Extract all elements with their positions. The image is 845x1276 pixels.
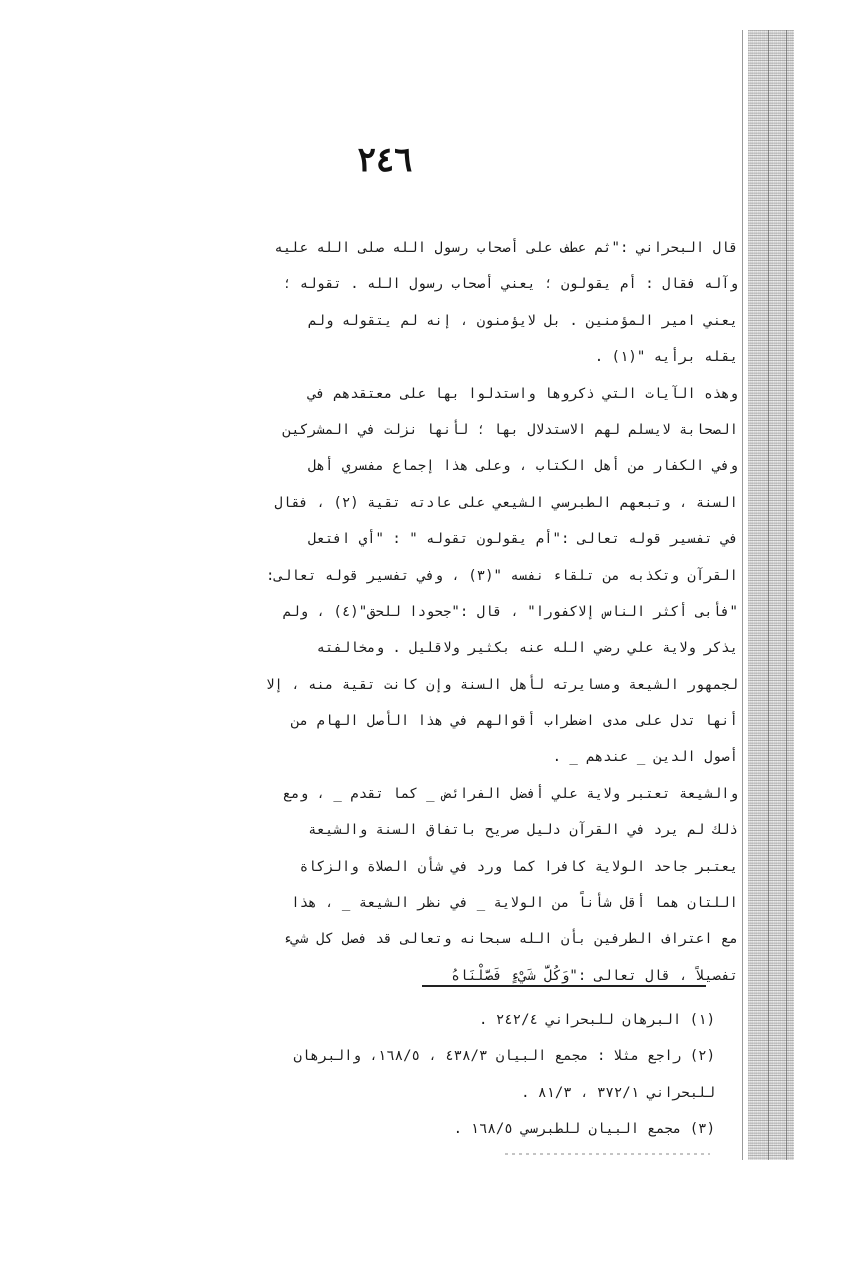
body-line: وآله فقال : أم يقولون ؛ يعني أصحاب رسول الله . تقوله ؛ bbox=[282, 276, 738, 293]
body-line: السنة ، وتبعهم الطبرسي الشيعي على عادته تقية (٢) ، فقال bbox=[274, 494, 738, 511]
body-line: القرآن وتكذبه من تلقاء نفسه "(٣) ، وفي تفسير قوله تعالى: bbox=[265, 567, 738, 584]
body-line: قال البحراني :"ثم عطف على أصحاب رسول الله صلى الله عليه bbox=[274, 240, 738, 256]
body-line: لجمهور الشيعة ومسايرته لأهل السنة وإن كانت تقية منه ، إلا bbox=[265, 676, 738, 693]
page-number: ٢٤٦ bbox=[357, 140, 413, 180]
body-line: يعني امير المؤمنين . بل لايؤمنون ، إنه لم يتقوله ولم bbox=[308, 312, 738, 329]
scan-edge-line bbox=[742, 30, 743, 1160]
body-line: اللتان هما أقل شأناً من الولاية _ في نظر الشيعة _ ، هذا bbox=[291, 895, 738, 912]
scan-artifact-line bbox=[505, 1153, 710, 1155]
body-line: أنها تدل على مدى اضطراب أقوالهم في هذا الأصل الهام من bbox=[291, 713, 738, 730]
footnote-continuation: للبحراني ٣٧٢/١ ، ٨١/٣ . bbox=[521, 1084, 715, 1101]
footnote: (٣) مجمع البيان للطبرسي ١٦٨/٥ . bbox=[453, 1121, 715, 1138]
footnote: (١) البرهان للبحراني ٢٤٢/٤ . bbox=[478, 1012, 715, 1028]
body-line: أصول الدين _ عندهم _ . bbox=[552, 749, 738, 766]
body-line: والشيعة تعتبر ولاية علي أفضل الفرائض _ كما تقدم _ ، ومع bbox=[282, 785, 738, 802]
footnote-separator bbox=[422, 985, 706, 987]
body-line: مع اعتراف الطرفين بأن الله سبحانه وتعالى قد فصل كل شيء bbox=[282, 931, 738, 948]
body-line: ذلك لم يرد في القرآن دليل صريح باتفاق السنة والشيعة bbox=[308, 822, 738, 839]
scan-edge-line bbox=[786, 30, 787, 1160]
body-line: وفي الكفار من أهل الكتاب ، وعلى هذا إجماع مفسري أهل bbox=[308, 458, 738, 475]
body-line: في تفسير قوله تعالى :"أم يقولون تقوله " : "أي افتعل bbox=[308, 531, 738, 548]
body-line: "فأبى أكثر الناس إلاكفورا" ، قال :"جحودا للحق"(٤) ، ولم bbox=[282, 603, 738, 620]
scan-edge-noise bbox=[748, 30, 794, 1160]
footnotes bbox=[130, 1002, 715, 1148]
body-text bbox=[98, 230, 738, 994]
body-line: يذكر ولاية علي رضي الله عنه بكثير ولاقليل . ومخالفته bbox=[316, 640, 738, 657]
body-line: يقله برأيه "(١) . bbox=[594, 349, 738, 366]
body-line: الصحابة لايسلم لهم الاستدلال بها ؛ لأنها نزلت في المشركين bbox=[282, 421, 738, 438]
body-line: تفصيلاً ، قال تعالى :"وَكُلَّ شَيْءٍ فَصَّلْنَاهُ bbox=[451, 967, 738, 984]
footnote: (٢) راجع مثلا : مجمع البيان ٤٣٨/٣ ، ١٦٨/٥، والبرهان bbox=[293, 1048, 715, 1065]
scan-edge-line bbox=[768, 30, 769, 1160]
body-line: يعتبر جاحد الولاية كافرا كما ورد في شأن الصلاة والزكاة bbox=[299, 858, 738, 875]
body-line: وهذه الآيات التي ذكروها واستدلوا بها على معتقدهم في bbox=[308, 385, 738, 402]
